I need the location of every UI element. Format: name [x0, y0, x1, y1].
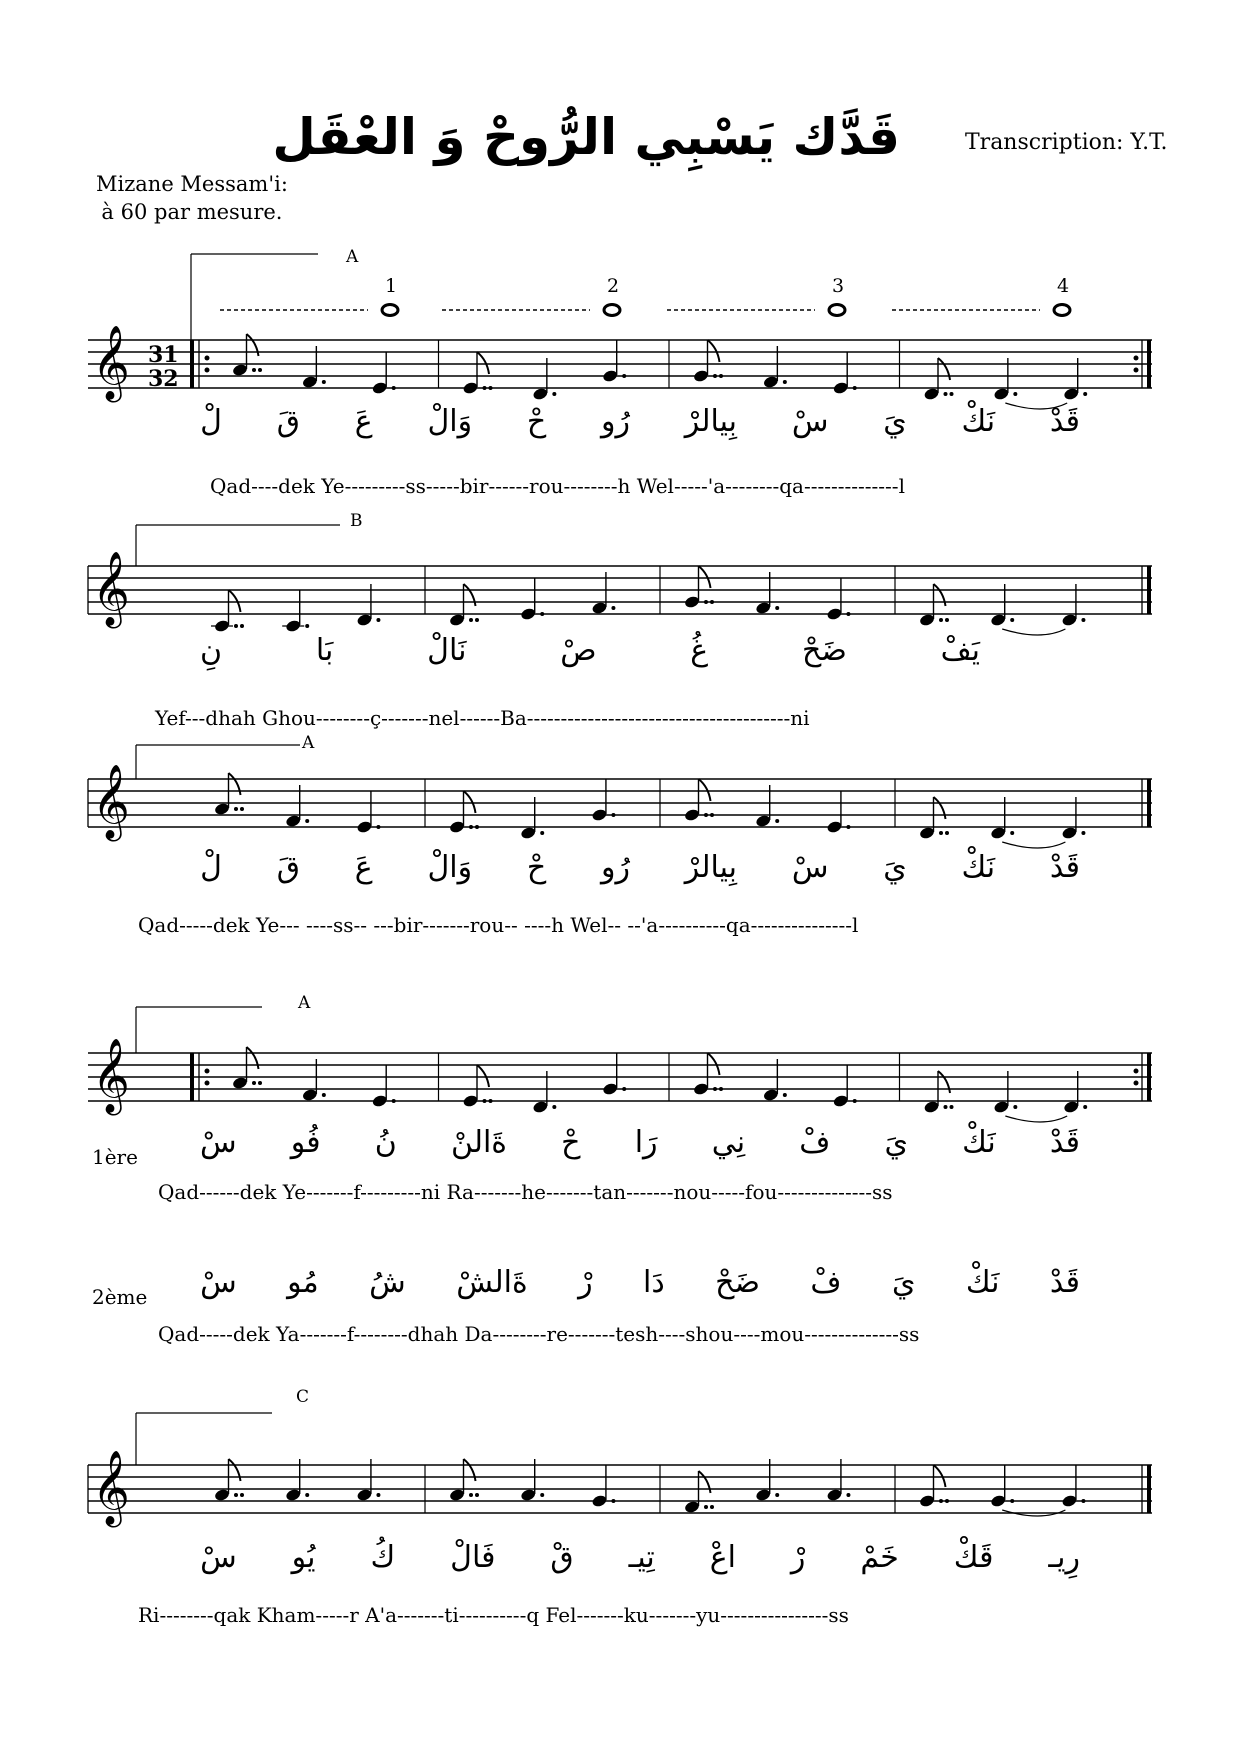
section-letter: A: [346, 247, 359, 267]
augmentation-dot: [939, 831, 943, 835]
section-letter: C: [296, 1387, 310, 1407]
note-flag: [464, 791, 476, 813]
treble-clef: 𝄞: [92, 765, 130, 839]
arabic-syllable: يَفْ: [940, 633, 980, 668]
augmentation-dot: [252, 368, 256, 372]
arabic-syllable: قَ: [276, 850, 300, 885]
augmentation-dot: [611, 813, 615, 817]
arabic-syllable: يَ: [891, 1265, 916, 1300]
arabic-syllable: فْ: [799, 1125, 831, 1160]
augmentation-dot: [719, 374, 723, 378]
augmentation-dot: [950, 1105, 954, 1109]
arabic-lyrics-line: [200, 1540, 1080, 1575]
arabic-syllable: ةَالنْ: [450, 1125, 508, 1160]
augmentation-dot: [489, 386, 493, 390]
augmentation-dot: [846, 1493, 850, 1497]
verse-label: 1ère: [92, 1145, 138, 1169]
arabic-syllable: اعْ: [709, 1540, 736, 1575]
augmentation-dot: [376, 1493, 380, 1497]
arabic-syllable: يُو: [291, 1540, 316, 1575]
arabic-syllable: نُ: [374, 1125, 397, 1160]
augmentation-dot: [475, 618, 479, 622]
augmentation-dot: [944, 392, 948, 396]
arabic-syllable: فُو: [290, 1125, 321, 1160]
verse-label: 2ème: [92, 1285, 148, 1309]
augmentation-dot: [775, 1493, 779, 1497]
transliteration-line: Qad------dek Ye-------f---------ni Ra-------he-------tan-------nou-----fou--------------ss: [158, 1180, 893, 1204]
augmentation-dot: [305, 624, 309, 628]
augmentation-dot: [710, 813, 714, 817]
repeat-dot: [1134, 1069, 1139, 1074]
treble-clef: 𝄞: [92, 552, 130, 626]
augmentation-dot: [469, 1493, 473, 1497]
arabic-syllable: صْ: [560, 633, 597, 668]
augmentation-dot: [713, 374, 717, 378]
transliteration-line: Qad----dek Ye---------ss-----bir------rou--------h Wel-----'a--------qa--------------l: [210, 474, 905, 498]
arabic-syllable: حْ: [526, 404, 547, 439]
section-letter: A: [302, 733, 315, 753]
augmentation-dot: [392, 386, 396, 390]
arabic-syllable: نِي: [711, 1125, 746, 1160]
augmentation-dot: [719, 1087, 723, 1091]
augmentation-dot: [783, 1093, 787, 1097]
augmentation-dot: [483, 1099, 487, 1103]
arabic-syllable: نَكْ: [961, 850, 996, 885]
augmentation-dot: [622, 1087, 626, 1091]
rhythm-count: 1: [385, 275, 398, 297]
augmentation-dot: [240, 1493, 244, 1497]
augmentation-dot: [939, 1499, 943, 1503]
augmentation-dot: [489, 1099, 493, 1103]
augmentation-dot: [475, 825, 479, 829]
augmentation-dot: [1010, 618, 1014, 622]
arabic-syllable: خَمْ: [860, 1540, 899, 1575]
note-flag: [229, 590, 241, 612]
arabic-syllable: قَدْ: [1049, 1265, 1080, 1300]
augmentation-dot: [945, 1499, 949, 1503]
augmentation-dot: [240, 807, 244, 811]
augmentation-dot: [483, 386, 487, 390]
augmentation-dot: [713, 1087, 717, 1091]
note-flag: [934, 1465, 946, 1487]
note-flag: [699, 779, 711, 801]
note-flag: [938, 358, 950, 380]
augmentation-dot: [783, 380, 787, 384]
augmentation-dot: [540, 1493, 544, 1497]
transliteration-line: Ri--------qak Kham-----r A'a-------ti----------q Fel-------ku-------yu----------------ss: [138, 1603, 849, 1627]
repeat-dot: [205, 1081, 210, 1086]
augmentation-dot: [846, 612, 850, 616]
augmentation-dot: [234, 624, 238, 628]
whole-note: [604, 305, 620, 316]
note-flag: [477, 1065, 489, 1087]
arabic-syllable: غُ: [690, 633, 709, 668]
arabic-syllable: نِ: [200, 633, 223, 668]
augmentation-dot: [234, 807, 238, 811]
augmentation-dot: [552, 392, 556, 396]
augmentation-dot: [775, 606, 779, 610]
augmentation-dot: [853, 1099, 857, 1103]
augmentation-dot: [258, 368, 262, 372]
augmentation-dot: [1083, 392, 1087, 396]
augmentation-dot: [322, 1093, 326, 1097]
arabic-lyrics-line: [200, 850, 1080, 885]
repeat-dot: [205, 368, 210, 373]
tie: [1002, 629, 1065, 635]
arabic-syllable: رَا: [634, 1125, 658, 1160]
staff-system: [88, 733, 1152, 848]
arabic-syllable: تِيـ: [628, 1540, 655, 1575]
arabic-syllable: نَكْ: [965, 1265, 1000, 1300]
arabic-syllable: نَكْ: [961, 404, 996, 439]
repeat-dot: [1134, 1081, 1139, 1086]
tie: [1005, 1116, 1067, 1122]
arabic-syllable: لْ: [200, 404, 222, 439]
staff-system: [88, 1387, 1152, 1528]
whole-note: [1054, 305, 1070, 316]
arabic-lyrics-line: [200, 404, 1080, 439]
whole-note: [382, 305, 398, 316]
augmentation-dot: [469, 618, 473, 622]
arabic-syllable: قْ: [550, 1540, 574, 1575]
arabic-syllable: رُو: [601, 404, 630, 439]
augmentation-dot: [305, 819, 309, 823]
augmentation-dot: [611, 606, 615, 610]
arabic-syllable: رُو: [601, 850, 630, 885]
treble-clef: 𝄞: [92, 326, 130, 400]
whole-note: [829, 305, 845, 316]
rhythm-count: 3: [832, 275, 845, 297]
augmentation-dot: [392, 1099, 396, 1103]
arabic-syllable: عَ: [354, 850, 373, 885]
note-flag: [708, 1053, 720, 1075]
staff-system: [88, 511, 1152, 635]
arabic-syllable: نَكْ: [962, 1125, 996, 1160]
arabic-syllable: قَ: [276, 404, 300, 439]
arabic-syllable: شُ: [369, 1265, 406, 1300]
augmentation-dot: [1081, 831, 1085, 835]
augmentation-dot: [475, 1493, 479, 1497]
arabic-syllable: وَالْ: [427, 404, 473, 439]
augmentation-dot: [258, 1081, 262, 1085]
arabic-syllable: عَ: [354, 404, 373, 439]
note-flag: [699, 566, 711, 588]
augmentation-dot: [704, 813, 708, 817]
augmentation-dot: [1081, 618, 1085, 622]
rhythm-count: 2: [607, 275, 620, 297]
arabic-syllable: بِيالرْ: [684, 404, 738, 439]
augmentation-dot: [846, 825, 850, 829]
arabic-syllable: حْ: [561, 1125, 581, 1160]
tie: [1002, 842, 1065, 848]
note-flag: [247, 334, 259, 356]
staff-system: [88, 247, 1152, 409]
augmentation-dot: [1010, 1499, 1014, 1503]
rhythm-count: 4: [1057, 275, 1070, 297]
arabic-lyrics-line: [200, 1265, 1080, 1300]
repeat-dot: [1134, 368, 1139, 373]
augmentation-dot: [1010, 831, 1014, 835]
arabic-syllable: رِيـ: [1048, 1540, 1080, 1575]
repeat-dot: [205, 356, 210, 361]
arabic-syllable: ضَحْ: [715, 1265, 760, 1300]
arabic-syllable: حْ: [526, 850, 547, 885]
augmentation-dot: [939, 618, 943, 622]
arabic-syllable: قَكْ: [953, 1540, 994, 1575]
tempo-line-2: à 60 par mesure.: [101, 200, 283, 224]
section-letter: B: [350, 511, 363, 531]
arabic-syllable: دَا: [643, 1265, 665, 1300]
augmentation-dot: [853, 386, 857, 390]
augmentation-dot: [252, 1081, 256, 1085]
arabic-syllable: بِيالرْ: [684, 850, 738, 885]
augmentation-dot: [1013, 1105, 1017, 1109]
arabic-syllable: بَا: [315, 633, 334, 668]
arabic-syllable: قَدْ: [1049, 850, 1080, 885]
arabic-syllable: وَالْ: [427, 850, 473, 885]
augmentation-dot: [945, 831, 949, 835]
augmentation-dot: [376, 618, 380, 622]
augmentation-dot: [540, 831, 544, 835]
rhythm-counts: [220, 275, 1070, 316]
tempo-line-1: Mizane Messam'i:: [96, 172, 288, 196]
arabic-syllable: مُو: [287, 1265, 319, 1300]
arabic-syllable: ةَالشْ: [456, 1265, 528, 1300]
augmentation-dot: [944, 1105, 948, 1109]
augmentation-dot: [1013, 392, 1017, 396]
arabic-syllable: سْ: [791, 404, 829, 439]
augmentation-dot: [469, 825, 473, 829]
augmentation-dot: [622, 374, 626, 378]
transliteration-line: Yef---dhah Ghou--------ç-------nel------Ba---------------------------------------ni: [155, 706, 810, 730]
arabic-syllable: سْ: [791, 850, 829, 885]
augmentation-dot: [322, 380, 326, 384]
transliteration-line: Qad-----dek Ye--- ----ss-- ---bir-------rou-- ----h Wel-- --'a----------qa---------------l: [138, 913, 859, 937]
augmentation-dot: [552, 1105, 556, 1109]
note-flag: [708, 340, 720, 362]
augmentation-dot: [1081, 1499, 1085, 1503]
repeat-dot: [205, 1069, 210, 1074]
time-signature-bottom: 32: [148, 366, 179, 392]
arabic-syllable: قَدْ: [1049, 404, 1080, 439]
arabic-syllable: رْ: [790, 1540, 806, 1575]
arabic-syllable: كُ: [370, 1540, 396, 1575]
arabic-syllable: يَ: [883, 850, 907, 885]
augmentation-dot: [950, 392, 954, 396]
arabic-syllable: ضَحْ: [801, 633, 847, 668]
arabic-syllable: فَالْ: [450, 1540, 496, 1575]
arabic-syllable: رْ: [578, 1265, 593, 1300]
transliteration-line: Qad-----dek Ya-------f--------dhah Da--------re-------tesh----shou----mou--------------ss: [158, 1322, 920, 1346]
arabic-lyrics-line: [200, 1125, 1080, 1160]
staff-system: [88, 993, 1152, 1122]
repeat-dot: [1134, 356, 1139, 361]
augmentation-dot: [376, 825, 380, 829]
augmentation-dot: [305, 1493, 309, 1497]
transcription-credit: Transcription: Y.T.: [965, 130, 1168, 155]
arabic-lyrics-line: [200, 633, 980, 668]
augmentation-dot: [240, 624, 244, 628]
augmentation-dot: [611, 1499, 615, 1503]
arabic-syllable: فْ: [810, 1265, 842, 1300]
time-signature-top: 31: [148, 342, 179, 368]
augmentation-dot: [704, 1505, 708, 1509]
augmentation-dot: [234, 1493, 238, 1497]
arabic-syllable: يَ: [883, 404, 907, 439]
augmentation-dot: [775, 819, 779, 823]
treble-clef: 𝄞: [92, 1039, 130, 1113]
arabic-syllable: قَدْ: [1049, 1125, 1080, 1160]
arabic-syllable: نَالْ: [427, 633, 467, 668]
song-title: قَدَّك يَسْبِي الرُّوحْ وَ العْقَل: [272, 108, 900, 166]
arabic-syllable: يَ: [884, 1125, 908, 1160]
augmentation-dot: [945, 618, 949, 622]
section-letter: A: [298, 993, 311, 1013]
arabic-syllable: لْ: [200, 850, 222, 885]
treble-clef: 𝄞: [92, 1451, 130, 1525]
arabic-syllable: سْ: [200, 1125, 237, 1160]
augmentation-dot: [1083, 1105, 1087, 1109]
note-flag: [477, 352, 489, 374]
augmentation-dot: [710, 600, 714, 604]
augmentation-dot: [710, 1505, 714, 1509]
augmentation-dot: [704, 600, 708, 604]
arabic-syllable: سْ: [200, 1265, 237, 1300]
arabic-syllable: سْ: [200, 1540, 237, 1575]
augmentation-dot: [540, 612, 544, 616]
